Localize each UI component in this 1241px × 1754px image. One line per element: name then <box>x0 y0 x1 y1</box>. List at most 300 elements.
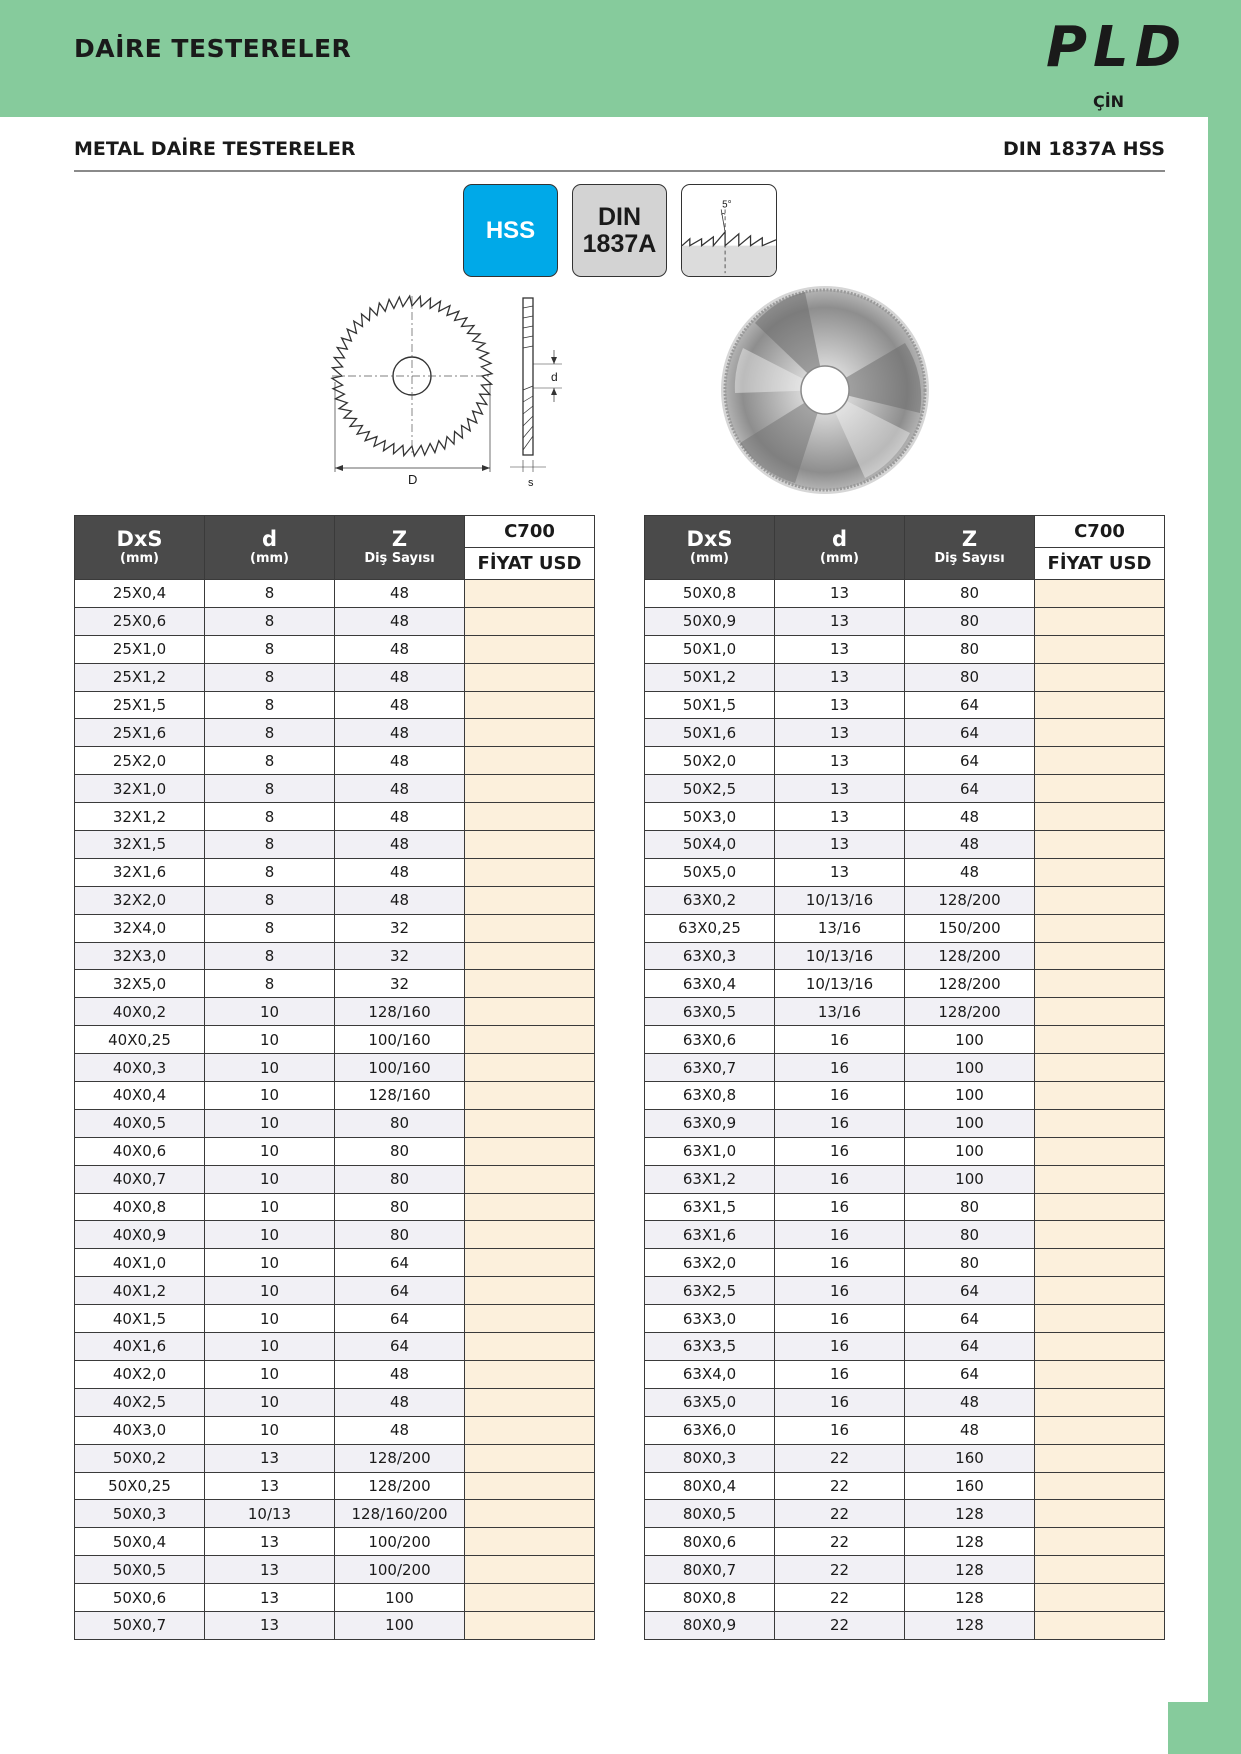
cell-price <box>1035 914 1165 942</box>
cell-dxs: 40X1,6 <box>75 1333 205 1361</box>
table-row <box>75 1611 595 1639</box>
cell-z: 48 <box>905 858 1035 886</box>
cell-dxs: 63X0,2 <box>645 886 775 914</box>
cell-price <box>1035 1584 1165 1612</box>
cell-z: 80 <box>905 607 1035 635</box>
cell-price <box>465 1054 595 1082</box>
cell-dxs: 63X6,0 <box>645 1416 775 1444</box>
cell-price <box>465 831 595 859</box>
col-header-z: Z Diş Sayısı <box>905 516 1035 580</box>
cell-dxs: 50X2,0 <box>645 747 775 775</box>
cell-dxs: 50X5,0 <box>645 858 775 886</box>
cell-price <box>465 719 595 747</box>
cell-price <box>465 1026 595 1054</box>
cell-price <box>465 1277 595 1305</box>
cell-z: 48 <box>335 747 465 775</box>
cell-price <box>465 1082 595 1110</box>
cell-d: 13 <box>205 1584 335 1612</box>
cell-dxs: 50X0,5 <box>75 1556 205 1584</box>
cell-z: 64 <box>335 1277 465 1305</box>
cell-dxs: 25X1,5 <box>75 691 205 719</box>
cell-z: 64 <box>905 747 1035 775</box>
table-row <box>645 803 1165 831</box>
cell-dxs: 63X0,9 <box>645 1109 775 1137</box>
table-row <box>645 1277 1165 1305</box>
cell-dxs: 50X0,9 <box>645 607 775 635</box>
cell-dxs: 63X0,7 <box>645 1054 775 1082</box>
cell-d: 8 <box>205 580 335 608</box>
cell-dxs: 80X0,4 <box>645 1472 775 1500</box>
table-row <box>75 775 595 803</box>
col-header-price: FİYAT USD <box>465 548 595 580</box>
cell-d: 13 <box>775 831 905 859</box>
cell-z: 128/200 <box>905 998 1035 1026</box>
cell-price <box>1035 942 1165 970</box>
cell-price <box>1035 1333 1165 1361</box>
cell-z: 100/200 <box>335 1556 465 1584</box>
cell-price <box>465 803 595 831</box>
cell-dxs: 80X0,7 <box>645 1556 775 1584</box>
cell-d: 10 <box>205 1360 335 1388</box>
dimension-D-label: D <box>408 472 418 487</box>
table-row <box>75 747 595 775</box>
cell-price <box>1035 886 1165 914</box>
corner-block <box>1168 1702 1241 1754</box>
cell-d: 16 <box>775 1333 905 1361</box>
table-row <box>645 719 1165 747</box>
cell-z: 80 <box>905 1221 1035 1249</box>
cell-dxs: 40X0,7 <box>75 1165 205 1193</box>
cell-d: 13 <box>205 1528 335 1556</box>
cell-z: 80 <box>905 635 1035 663</box>
table-row <box>645 1026 1165 1054</box>
table-row <box>645 1305 1165 1333</box>
table-row <box>75 970 595 998</box>
table-row <box>645 1388 1165 1416</box>
cell-z: 48 <box>335 663 465 691</box>
table-row <box>645 1221 1165 1249</box>
table-row <box>75 1109 595 1137</box>
cell-d: 16 <box>775 1221 905 1249</box>
side-band <box>1208 0 1241 1754</box>
cell-price <box>465 1165 595 1193</box>
cell-price <box>465 775 595 803</box>
cell-z: 80 <box>905 663 1035 691</box>
photo-arbor-hole <box>801 366 849 414</box>
cell-dxs: 63X0,8 <box>645 1082 775 1110</box>
cell-z: 100 <box>335 1584 465 1612</box>
cell-price <box>1035 1277 1165 1305</box>
cell-z: 128/200 <box>905 942 1035 970</box>
cell-d: 10/13/16 <box>775 970 905 998</box>
cell-price <box>465 580 595 608</box>
cell-dxs: 32X1,2 <box>75 803 205 831</box>
cell-price <box>465 663 595 691</box>
section-title: METAL DAİRE TESTERELER <box>74 138 356 160</box>
page-title: DAİRE TESTERELER <box>74 34 352 63</box>
table-row <box>75 1137 595 1165</box>
cell-d: 8 <box>205 607 335 635</box>
cell-d: 22 <box>775 1472 905 1500</box>
dimension-d-label: d <box>551 370 558 384</box>
cell-dxs: 50X0,7 <box>75 1611 205 1639</box>
cell-d: 16 <box>775 1109 905 1137</box>
cell-z: 160 <box>905 1444 1035 1472</box>
table-row <box>645 1082 1165 1110</box>
cell-dxs: 32X4,0 <box>75 914 205 942</box>
cell-price <box>1035 970 1165 998</box>
din-badge-line1: DIN <box>597 202 642 231</box>
cell-d: 13 <box>775 803 905 831</box>
cell-dxs: 40X0,25 <box>75 1026 205 1054</box>
cell-dxs: 80X0,9 <box>645 1611 775 1639</box>
cell-dxs: 40X0,2 <box>75 998 205 1026</box>
table-row <box>645 1472 1165 1500</box>
cell-dxs: 50X0,8 <box>645 580 775 608</box>
table-row <box>75 1528 595 1556</box>
cell-d: 16 <box>775 1249 905 1277</box>
cell-d: 16 <box>775 1165 905 1193</box>
table-row <box>645 998 1165 1026</box>
hss-badge-label: HSS <box>485 216 536 244</box>
cell-d: 13 <box>775 580 905 608</box>
cell-z: 80 <box>335 1193 465 1221</box>
cell-d: 10 <box>205 1193 335 1221</box>
cell-d: 8 <box>205 803 335 831</box>
cell-dxs: 80X0,5 <box>645 1500 775 1528</box>
table-row <box>75 1305 595 1333</box>
cell-d: 10 <box>205 1026 335 1054</box>
cell-z: 100/160 <box>335 1026 465 1054</box>
table-row <box>75 691 595 719</box>
cell-dxs: 63X1,0 <box>645 1137 775 1165</box>
cell-price <box>1035 998 1165 1026</box>
table-row <box>645 691 1165 719</box>
cell-z: 48 <box>335 635 465 663</box>
cell-z: 80 <box>335 1109 465 1137</box>
table-row <box>645 775 1165 803</box>
cell-dxs: 40X0,4 <box>75 1082 205 1110</box>
cell-price <box>465 970 595 998</box>
cell-d: 16 <box>775 1137 905 1165</box>
table-row <box>645 1416 1165 1444</box>
table-row <box>645 663 1165 691</box>
cell-price <box>1035 775 1165 803</box>
table-row <box>645 1360 1165 1388</box>
table-row <box>645 607 1165 635</box>
cell-d: 22 <box>775 1556 905 1584</box>
cell-dxs: 40X1,2 <box>75 1277 205 1305</box>
cell-d: 13 <box>775 858 905 886</box>
cell-dxs: 63X0,4 <box>645 970 775 998</box>
cell-z: 64 <box>335 1305 465 1333</box>
col-header-d: d (mm) <box>205 516 335 580</box>
cell-z: 48 <box>335 691 465 719</box>
table-row <box>75 1026 595 1054</box>
cell-price <box>1035 607 1165 635</box>
table-row <box>75 1360 595 1388</box>
cell-d: 22 <box>775 1528 905 1556</box>
cell-z: 48 <box>905 1388 1035 1416</box>
cell-d: 10 <box>205 1388 335 1416</box>
cell-d: 10 <box>205 1109 335 1137</box>
cell-dxs: 40X2,0 <box>75 1360 205 1388</box>
cell-z: 128 <box>905 1584 1035 1612</box>
cell-dxs: 63X2,0 <box>645 1249 775 1277</box>
cell-z: 100 <box>905 1137 1035 1165</box>
cell-d: 13/16 <box>775 914 905 942</box>
cell-dxs: 40X0,3 <box>75 1054 205 1082</box>
cell-d: 10 <box>205 998 335 1026</box>
table-row <box>75 1277 595 1305</box>
cell-d: 13 <box>205 1444 335 1472</box>
table-row <box>645 1556 1165 1584</box>
brand-logo: PLD <box>1046 15 1188 80</box>
table-row <box>645 942 1165 970</box>
cell-dxs: 63X4,0 <box>645 1360 775 1388</box>
table-row <box>75 719 595 747</box>
cell-dxs: 32X5,0 <box>75 970 205 998</box>
cell-z: 32 <box>335 942 465 970</box>
cell-price <box>465 942 595 970</box>
table-row <box>75 1500 595 1528</box>
cell-z: 64 <box>335 1249 465 1277</box>
cell-price <box>1035 803 1165 831</box>
cell-z: 128 <box>905 1500 1035 1528</box>
table-row <box>645 1137 1165 1165</box>
table-row <box>75 1193 595 1221</box>
cell-z: 64 <box>335 1333 465 1361</box>
table-row <box>75 1388 595 1416</box>
cell-d: 10 <box>205 1305 335 1333</box>
cell-z: 48 <box>335 580 465 608</box>
table-row <box>645 970 1165 998</box>
cell-price <box>1035 635 1165 663</box>
table-row <box>75 635 595 663</box>
cell-dxs: 50X1,0 <box>645 635 775 663</box>
cell-d: 13 <box>775 663 905 691</box>
cell-z: 128/200 <box>905 970 1035 998</box>
tooth-angle-icon <box>682 184 776 277</box>
cell-z: 48 <box>335 1388 465 1416</box>
cell-price <box>465 691 595 719</box>
col-header-z: Z Diş Sayısı <box>335 516 465 580</box>
cell-dxs: 50X3,0 <box>645 803 775 831</box>
cell-z: 48 <box>335 858 465 886</box>
cell-dxs: 25X0,4 <box>75 580 205 608</box>
cell-price <box>1035 663 1165 691</box>
cell-price <box>465 1472 595 1500</box>
cell-z: 100 <box>905 1026 1035 1054</box>
cell-price <box>465 1416 595 1444</box>
cell-d: 16 <box>775 1193 905 1221</box>
cell-dxs: 25X1,6 <box>75 719 205 747</box>
table-row <box>645 1444 1165 1472</box>
table-row <box>645 1528 1165 1556</box>
table-body-right <box>645 580 1165 1640</box>
din-badge <box>572 184 667 277</box>
cell-price <box>1035 1054 1165 1082</box>
cell-d: 13 <box>205 1611 335 1639</box>
cell-price <box>465 747 595 775</box>
price-table-right <box>644 515 1165 1640</box>
cell-dxs: 63X0,5 <box>645 998 775 1026</box>
table-row <box>75 1584 595 1612</box>
cell-price <box>465 858 595 886</box>
cell-d: 13 <box>775 775 905 803</box>
cell-dxs: 63X3,0 <box>645 1305 775 1333</box>
cell-dxs: 40X1,0 <box>75 1249 205 1277</box>
cell-z: 64 <box>905 1360 1035 1388</box>
cell-d: 8 <box>205 719 335 747</box>
table-row <box>75 1054 595 1082</box>
cell-price <box>465 998 595 1026</box>
cell-dxs: 32X1,5 <box>75 831 205 859</box>
cell-price <box>465 1556 595 1584</box>
cell-z: 32 <box>335 970 465 998</box>
cell-z: 80 <box>335 1165 465 1193</box>
cell-dxs: 50X0,6 <box>75 1584 205 1612</box>
cell-z: 80 <box>905 1193 1035 1221</box>
cell-dxs: 25X1,2 <box>75 663 205 691</box>
cell-price <box>465 1193 595 1221</box>
cell-z: 100/200 <box>335 1528 465 1556</box>
cell-dxs: 50X1,5 <box>645 691 775 719</box>
table-row <box>645 858 1165 886</box>
table-row <box>75 858 595 886</box>
cell-z: 128/200 <box>335 1472 465 1500</box>
cell-d: 8 <box>205 831 335 859</box>
cell-z: 100/160 <box>335 1054 465 1082</box>
table-row <box>645 747 1165 775</box>
cell-d: 13 <box>775 747 905 775</box>
col-header-code: C700 <box>1035 516 1165 548</box>
cell-d: 16 <box>775 1305 905 1333</box>
table-row <box>645 1193 1165 1221</box>
brand <box>1046 15 1188 111</box>
table-row <box>645 886 1165 914</box>
cell-d: 16 <box>775 1388 905 1416</box>
cell-price <box>1035 1249 1165 1277</box>
cell-price <box>1035 1528 1165 1556</box>
saw-side-view <box>523 298 533 455</box>
cell-z: 100 <box>905 1109 1035 1137</box>
table-row <box>645 1054 1165 1082</box>
cell-z: 80 <box>905 1249 1035 1277</box>
cell-price <box>1035 1137 1165 1165</box>
table-row <box>645 1249 1165 1277</box>
table-body-left <box>75 580 595 1640</box>
table-row <box>75 1165 595 1193</box>
cell-price <box>1035 1360 1165 1388</box>
table-row <box>645 831 1165 859</box>
table-row <box>645 1333 1165 1361</box>
cell-dxs: 63X0,3 <box>645 942 775 970</box>
table-row <box>75 886 595 914</box>
table-row <box>75 580 595 608</box>
cell-d: 8 <box>205 886 335 914</box>
col-header-dxs: DxS (mm) <box>75 516 205 580</box>
table-row <box>645 1584 1165 1612</box>
cell-z: 128/160 <box>335 1082 465 1110</box>
cell-d: 22 <box>775 1500 905 1528</box>
cell-z: 80 <box>335 1137 465 1165</box>
cell-dxs: 63X0,25 <box>645 914 775 942</box>
cell-price <box>1035 1109 1165 1137</box>
cell-z: 48 <box>335 1416 465 1444</box>
hss-badge <box>463 184 558 277</box>
cell-d: 10 <box>205 1221 335 1249</box>
table-row <box>75 1444 595 1472</box>
cell-price <box>465 1360 595 1388</box>
cell-d: 10 <box>205 1416 335 1444</box>
cell-d: 16 <box>775 1082 905 1110</box>
cell-z: 64 <box>905 1277 1035 1305</box>
cell-dxs: 25X2,0 <box>75 747 205 775</box>
cell-z: 100 <box>905 1082 1035 1110</box>
cell-d: 8 <box>205 775 335 803</box>
cell-d: 10/13/16 <box>775 942 905 970</box>
din-badge-line2: 1837A <box>582 229 657 258</box>
cell-z: 48 <box>335 607 465 635</box>
cell-d: 10 <box>205 1333 335 1361</box>
cell-d: 16 <box>775 1277 905 1305</box>
table-row <box>645 635 1165 663</box>
cell-price <box>1035 719 1165 747</box>
cell-d: 8 <box>205 942 335 970</box>
dimension-s-label: s <box>528 477 534 489</box>
table-row <box>75 803 595 831</box>
cell-z: 100 <box>905 1054 1035 1082</box>
cell-z: 128 <box>905 1611 1035 1639</box>
cell-d: 13 <box>205 1556 335 1584</box>
cell-d: 13 <box>775 719 905 747</box>
cell-price <box>1035 580 1165 608</box>
cell-z: 48 <box>905 831 1035 859</box>
cell-dxs: 32X1,0 <box>75 775 205 803</box>
cell-dxs: 25X1,0 <box>75 635 205 663</box>
cell-z: 128/200 <box>335 1444 465 1472</box>
cell-z: 128/200 <box>905 886 1035 914</box>
table-row <box>645 580 1165 608</box>
table-row <box>645 914 1165 942</box>
cell-dxs: 63X1,2 <box>645 1165 775 1193</box>
cell-d: 10/13 <box>205 1500 335 1528</box>
brand-country: ÇİN <box>1092 92 1125 111</box>
table-row <box>75 1221 595 1249</box>
cell-dxs: 32X3,0 <box>75 942 205 970</box>
cell-price <box>465 1109 595 1137</box>
cell-dxs: 80X0,6 <box>645 1528 775 1556</box>
cell-dxs: 63X0,6 <box>645 1026 775 1054</box>
cell-d: 8 <box>205 914 335 942</box>
table-row <box>75 1333 595 1361</box>
cell-z: 64 <box>905 691 1035 719</box>
cell-price <box>465 1221 595 1249</box>
cell-dxs: 63X2,5 <box>645 1277 775 1305</box>
cell-price <box>465 1249 595 1277</box>
cell-price <box>1035 1611 1165 1639</box>
cell-d: 22 <box>775 1611 905 1639</box>
table-row <box>645 1611 1165 1639</box>
cell-z: 48 <box>905 1416 1035 1444</box>
cell-z: 48 <box>335 1360 465 1388</box>
cell-d: 10 <box>205 1165 335 1193</box>
cell-dxs: 40X1,5 <box>75 1305 205 1333</box>
cell-z: 128/160/200 <box>335 1500 465 1528</box>
cell-dxs: 40X0,6 <box>75 1137 205 1165</box>
cell-d: 8 <box>205 663 335 691</box>
